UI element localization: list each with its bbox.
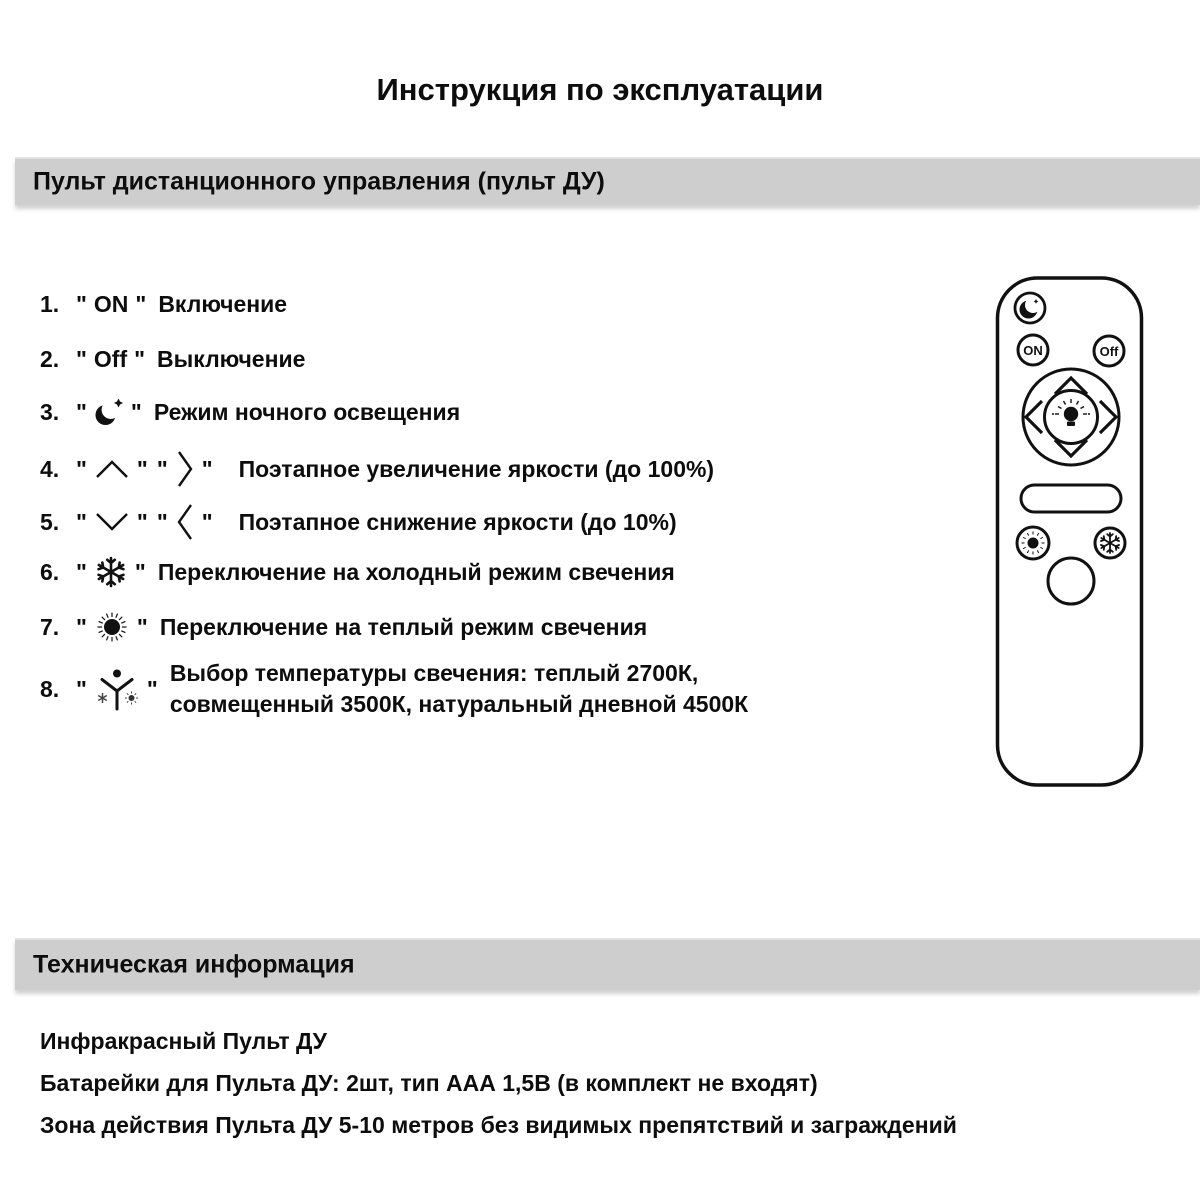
quote-mark: " bbox=[135, 291, 147, 317]
off-label: Off bbox=[93, 346, 128, 372]
instruction-item-3 bbox=[40, 396, 460, 428]
quote-mark: " bbox=[201, 508, 213, 535]
quote-mark: " bbox=[134, 558, 146, 585]
button-symbol bbox=[157, 449, 213, 489]
item-label: Переключение на холодный режим свечения bbox=[157, 558, 675, 585]
quote-mark: " bbox=[134, 346, 146, 372]
quote-mark: " bbox=[76, 398, 87, 425]
item-number: 5. bbox=[40, 508, 60, 535]
item-label: Включение bbox=[158, 291, 288, 317]
section-banner-tech bbox=[15, 938, 1200, 990]
page-title: Инструкция по эксплуатации bbox=[376, 72, 824, 107]
chevron-left-icon bbox=[175, 502, 195, 542]
quote-mark: " bbox=[136, 613, 148, 640]
quote-mark: " bbox=[76, 675, 87, 702]
chevron-down-icon bbox=[94, 511, 130, 533]
instruction-item-7 bbox=[40, 609, 647, 645]
quote-mark: " bbox=[76, 455, 87, 482]
svg-text:Off: Off bbox=[1099, 344, 1119, 359]
button-symbol bbox=[76, 666, 158, 712]
item-number: 3. bbox=[40, 398, 60, 425]
item-number: 6. bbox=[40, 558, 60, 585]
button-symbol bbox=[76, 346, 145, 373]
svg-text:ON: ON bbox=[1023, 343, 1043, 358]
chevron-up-icon bbox=[94, 458, 130, 480]
quote-mark: " bbox=[136, 455, 148, 482]
item-number: 2. bbox=[40, 346, 60, 372]
item-number: 7. bbox=[40, 613, 60, 640]
instruction-item-5 bbox=[40, 502, 677, 542]
tech-info-line: Зона действия Пульта ДУ 5-10 метров без видимых препятствий и заграждений bbox=[40, 1112, 957, 1138]
item-label: Переключение на теплый режим свечения bbox=[159, 613, 648, 640]
quote-mark: " bbox=[156, 455, 168, 482]
item-number: 8. bbox=[40, 675, 60, 702]
quote-mark: " bbox=[76, 508, 87, 535]
button-symbol bbox=[76, 291, 146, 318]
button-symbol bbox=[76, 555, 146, 589]
button-symbol bbox=[76, 456, 148, 483]
remote-control-diagram bbox=[993, 273, 1147, 791]
item-number: 1. bbox=[40, 291, 60, 317]
quote-mark: " bbox=[201, 455, 213, 482]
warm-mode-button bbox=[1017, 527, 1049, 559]
button-symbol bbox=[76, 509, 148, 536]
button-symbol bbox=[157, 502, 213, 542]
item-number: 4. bbox=[40, 455, 60, 482]
quote-mark: " bbox=[76, 558, 87, 585]
item-label bbox=[170, 658, 890, 720]
instruction-item-1 bbox=[40, 291, 287, 318]
section-heading-remote: Пульт дистанционного управления (пульт ДУ) bbox=[33, 167, 605, 196]
tech-info-line: Инфракрасный Пульт ДУ bbox=[40, 1028, 327, 1054]
moon-icon bbox=[94, 396, 124, 428]
tech-info-line: Батарейки для Пульта ДУ: 2шт, тип ААА 1,5В (в комплект не входят) bbox=[40, 1070, 818, 1096]
instruction-item-2 bbox=[40, 346, 305, 373]
quote-mark: " bbox=[76, 613, 87, 640]
quote-mark: " bbox=[76, 291, 87, 317]
item-label: Режим ночного освещения bbox=[153, 398, 461, 425]
button-symbol bbox=[76, 396, 142, 428]
sun-icon bbox=[94, 609, 130, 645]
button-symbol bbox=[76, 609, 148, 645]
item-label: Выключение bbox=[157, 346, 306, 372]
quote-mark: " bbox=[156, 508, 168, 535]
section-heading-tech: Техническая информация bbox=[33, 950, 355, 979]
instruction-item-8 bbox=[40, 658, 890, 720]
on-label: ON bbox=[93, 291, 129, 317]
section-banner-remote bbox=[15, 157, 1200, 205]
item-label: Поэтапное снижение яркости (до 10%) bbox=[238, 508, 677, 535]
item-label-line-1: Выбор температуры свечения: теплый 2700К, bbox=[169, 660, 699, 686]
quote-mark: " bbox=[76, 346, 87, 372]
instruction-item-4 bbox=[40, 449, 714, 489]
quote-mark: " bbox=[130, 398, 142, 425]
item-label: Поэтапное увеличение яркости (до 100%) bbox=[238, 455, 715, 482]
quote-mark: " bbox=[146, 675, 158, 702]
quote-mark: " bbox=[136, 508, 148, 535]
color-temperature-select-icon bbox=[94, 666, 140, 712]
snowflake-icon bbox=[94, 555, 128, 589]
instruction-item-6 bbox=[40, 555, 675, 589]
item-label-line-2: совмещенный 3500К, натуральный дневной 4500К bbox=[169, 691, 749, 718]
chevron-right-icon bbox=[175, 449, 195, 489]
